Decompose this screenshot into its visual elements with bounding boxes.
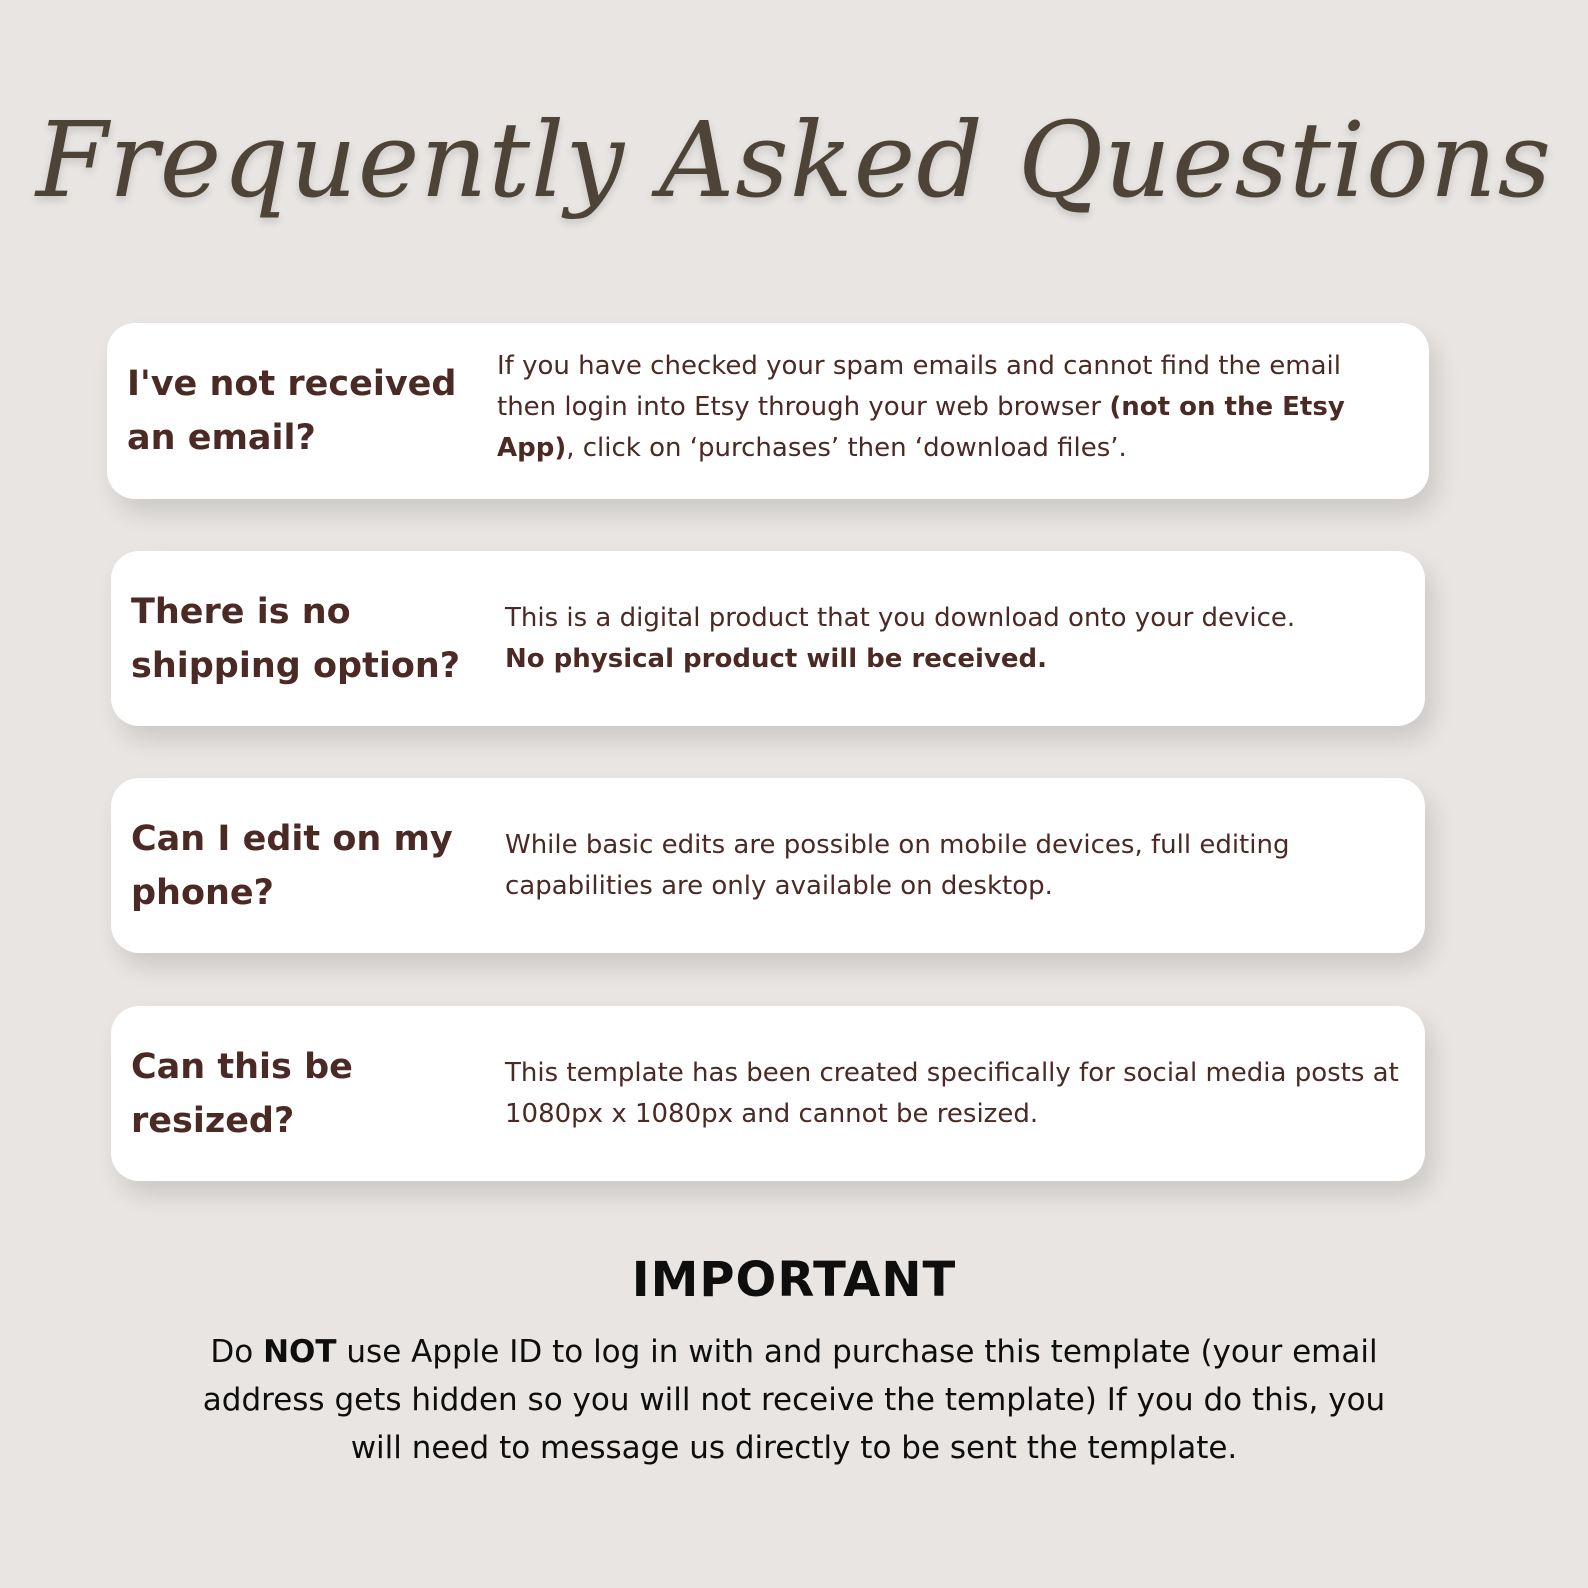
answer-text: If you have checked your spam emails and cannot find the email then login into Etsy through your web browser xyxy=(497,351,1341,422)
faq-question: I've not received an email? xyxy=(127,364,457,458)
faq-answer xyxy=(505,1053,1405,1135)
faq-question: There is no shipping option? xyxy=(131,592,461,686)
faq-answer xyxy=(505,598,1305,680)
answer-text: This is a digital product that you download onto your device. xyxy=(505,603,1296,633)
important-heading: IMPORTANT xyxy=(631,1252,957,1308)
faq-card-resize xyxy=(111,1006,1425,1181)
answer-text-bold: No physical product will be received. xyxy=(505,644,1047,674)
answer-text: This template has been created specifically for social media posts at 1080px x 1080px and cannot be resized. xyxy=(505,1058,1399,1129)
important-notice xyxy=(174,1328,1414,1472)
faq-card-shipping xyxy=(111,551,1425,726)
faq-answer xyxy=(497,346,1387,469)
notice-text-bold: NOT xyxy=(263,1334,337,1370)
answer-text: , click on ‘purchases’ then ‘download files’. xyxy=(566,433,1127,463)
faq-question: Can I edit on my phone? xyxy=(131,819,453,913)
faq-card-email xyxy=(107,323,1429,499)
answer-text: While basic edits are possible on mobile devices, full editing capabilities are only available on desktop. xyxy=(505,830,1290,901)
notice-text: use Apple ID to log in with and purchase this template (your email address gets hidden so you will not receive the template) If you do this, you will need to message us directly to be sent the template. xyxy=(202,1334,1386,1466)
page-title: Frequently Asked Questions xyxy=(35,99,1553,221)
faq-answer xyxy=(505,825,1405,907)
answer-text-bold: (not on the Etsy App) xyxy=(497,392,1345,463)
faq-question: Can this be resized? xyxy=(131,1047,353,1141)
notice-text: Do xyxy=(210,1334,264,1370)
faq-card-phone xyxy=(111,778,1425,953)
